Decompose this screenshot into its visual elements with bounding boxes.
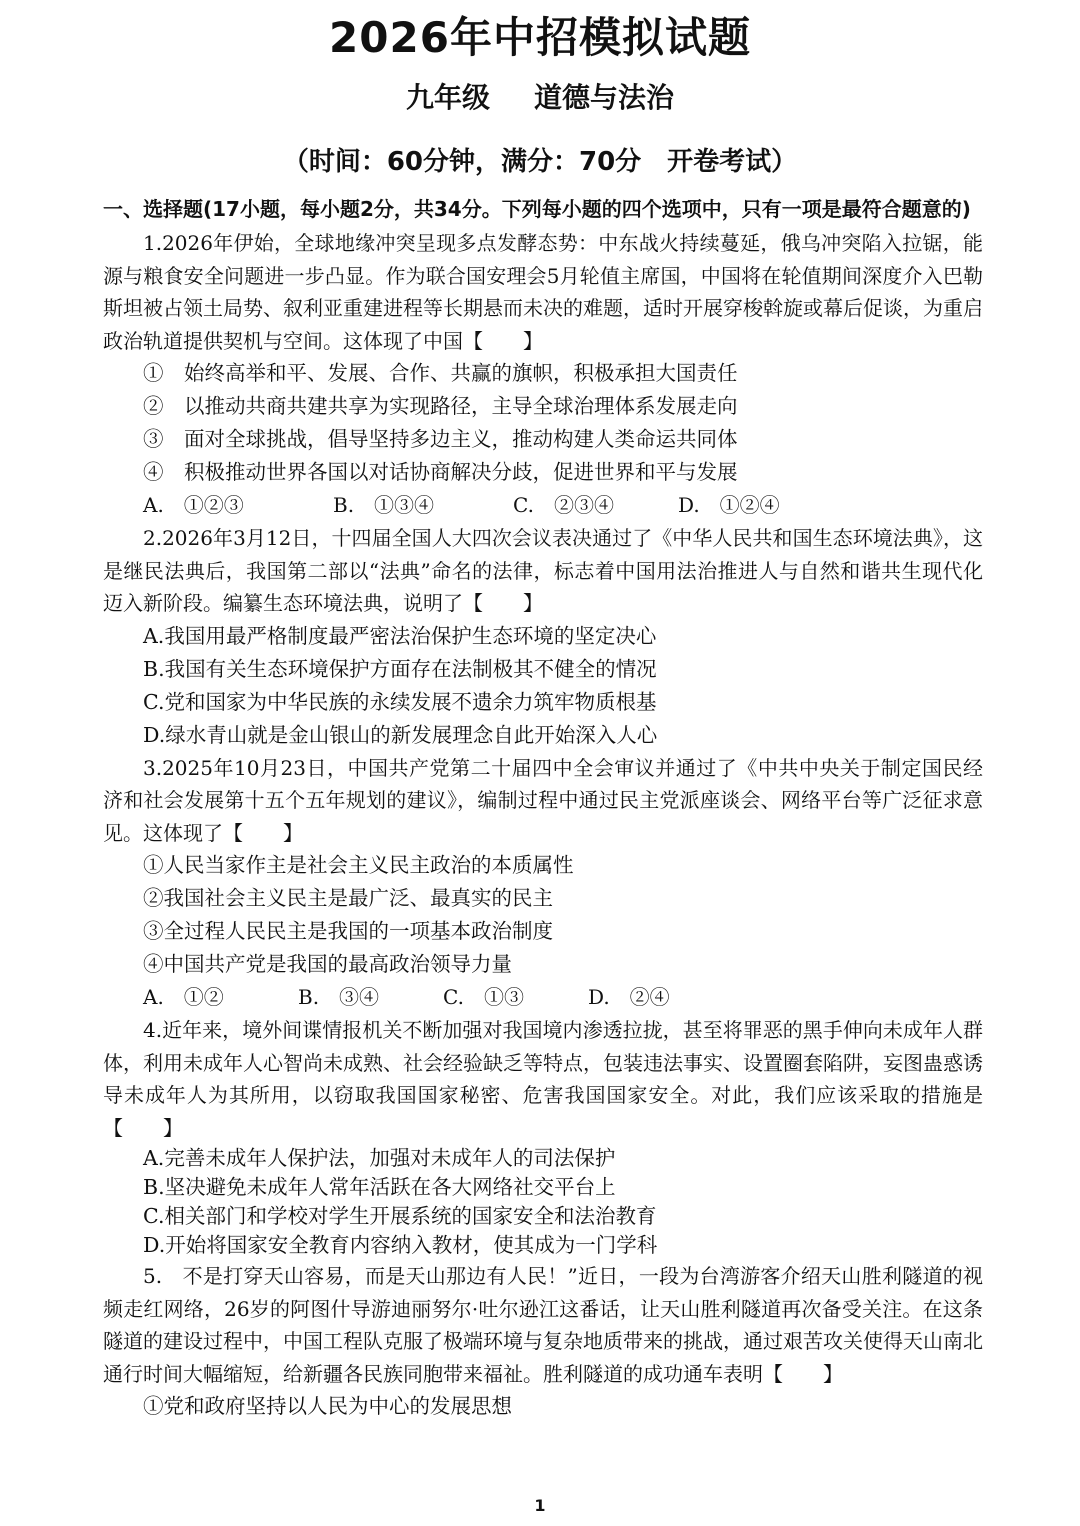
choice-d: D.开始将国家安全教育内容纳入教材，使其成为一门学科: [143, 1233, 658, 1257]
section-heading: 一、选择题(17小题，每小题2分，共34分。下列每小题的四个选项中，只有一项是最符合题意的): [103, 197, 971, 221]
statement-item: ④中国共产党是我国的最高政治领导力量: [143, 952, 512, 976]
choice-d: D. ②④: [588, 985, 670, 1009]
choice-a: A.我国用最严格制度最严密法治保护生态环境的坚定决心: [143, 623, 657, 648]
choice-c: C.党和国家为中华民族的永续发展不遗余力筑牢物质根基: [143, 689, 657, 714]
choice-row: [103, 489, 983, 522]
statement-item: ①人民当家作主是社会主义民主政治的本质属性: [143, 853, 574, 877]
choice-b: B. ③④: [298, 985, 380, 1009]
grade-label: 九年级: [405, 81, 490, 114]
question-5: [103, 1260, 983, 1423]
choice-a: A. ①②: [143, 985, 224, 1009]
choice-d: D. ①②④: [678, 493, 780, 517]
question-1: [103, 227, 983, 522]
question-stem: 4.近年来，境外间谍情报机关不断加强对我国境内渗透拉拢，甚至将罪恶的黑手伸向未成年人群体，利用未成年人心智尚未成熟、社会经验缺乏等特点，包装违法事实、设置圈套陷阱，妄图蛊惑诱导未成年人为其所用，以窃取我国国家秘密、危害我国国家安全。对此，我们应该采取的措施是【 】: [103, 1018, 983, 1140]
choice-c: C. ①③: [443, 985, 524, 1009]
question-4: [103, 1014, 983, 1260]
statement-item: ③全过程人民民主是我国的一项基本政治制度: [143, 919, 553, 943]
page-number: 1: [534, 1496, 546, 1515]
choice-c: C. ②③④: [513, 493, 614, 517]
question-stem: 1.2026年伊始，全球地缘冲突呈现多点发酵态势：中东战火持续蔓延，俄乌冲突陷入拉锯，能源与粮食安全问题进一步凸显。作为联合国安理会5月轮值主席国，中国将在轮值期间深度介入巴勒斯坦被占领土局势、叙利亚重建进程等长期悬而未决的难题，适时开展穿梭斡旋或幕后促谈，为重启政治轨道提供契机与空间。这体现了中国【 】: [103, 231, 983, 353]
statement-item: ② 以推动共商共建共享为实现路径，主导全球治理体系发展走向: [143, 394, 738, 418]
question-2: [103, 522, 983, 752]
exam-subtitle: [0, 78, 1080, 118]
question-stem: 3.2025年10月23日，中国共产党第二十届四中全会审议并通过了《中共中央关于制定国民经济和社会发展第十五个五年规划的建议》，编制过程中通过民主党派座谈会、网络平台等广泛征求意见。这体现了【 】: [103, 755, 983, 845]
choice-b: B. ①③④: [333, 493, 435, 517]
statement-item: ①党和政府坚持以人民为中心的发展思想: [143, 1394, 512, 1418]
choice-c: C.相关部门和学校对学生开展系统的国家安全和法治教育: [143, 1204, 657, 1228]
choice-a: A. ①②③: [143, 493, 244, 517]
statement-item: ③ 面对全球挑战，倡导坚持多边主义，推动构建人类命运共同体: [143, 427, 738, 451]
subject-label: 道德与法治: [534, 81, 675, 114]
question-3: [103, 752, 983, 1015]
choice-b: B.我国有关生态环境保护方面存在法制极其不健全的情况: [143, 656, 657, 681]
statement-item: ④ 积极推动世界各国以对话协商解决分歧，促进世界和平与发展: [143, 460, 738, 484]
choice-a: A.完善未成年人保护法，加强对未成年人的司法保护: [143, 1146, 616, 1170]
choice-b: B.坚决避免未成年人常年活跃在各大网络社交平台上: [143, 1175, 616, 1199]
exam-info: （时间：60分钟，满分：70分 开卷考试）: [282, 147, 798, 177]
statement-item: ②我国社会主义民主是最广泛、最真实的民主: [143, 886, 553, 910]
exam-title: 2026年中招模拟试题: [329, 13, 751, 62]
statement-item: ① 始终高举和平、发展、合作、共赢的旗帜，积极承担大国责任: [143, 361, 738, 385]
question-stem: 2.2026年3月12日，十四届全国人大四次会议表决通过了《中华人民共和国生态环境法典》，这是继民法典后，我国第二部以“法典”命名的法律，标志着中国用法治推进人与自然和谐共生现代化迈入新阶段。编纂生态环境法典，说明了【 】: [103, 526, 983, 615]
choice-row: [103, 981, 983, 1014]
question-area: [103, 194, 983, 1423]
question-stem: 5. 不是打穿天山容易，而是天山那边有人民！”近日，一段为台湾游客介绍天山胜利隧道的视频走红网络，26岁的阿图什导游迪丽努尔·吐尔逊江这番话，让天山胜利隧道再次备受关注。在这条隧道的建设过程中，中国工程队克服了极端环境与复杂地质带来的挑战，通过艰苦攻关使得天山南北通行时间大幅缩短，给新疆各民族同胞带来福祉。胜利隧道的成功通车表明【 】: [103, 1264, 983, 1386]
choice-d: D.绿水青山就是金山银山的新发展理念自此开始深入人心: [143, 722, 658, 747]
